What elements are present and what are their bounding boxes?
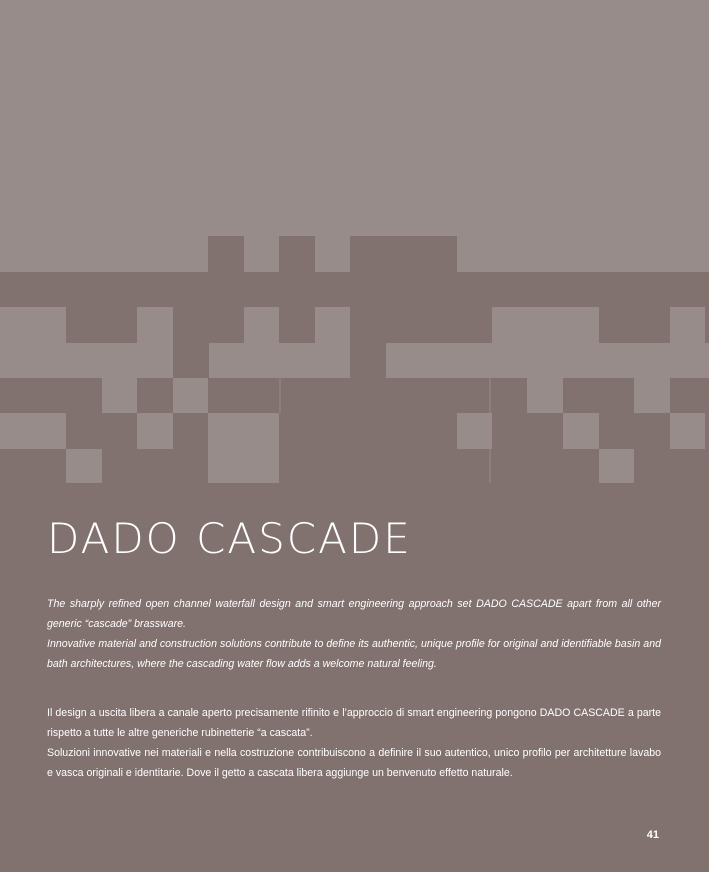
pattern-light-blocks [0,378,705,483]
english-paragraph-1: The sharply refined open channel waterfall design and smart engineering approach set DADO CASCADE apart from all other generic “cascade” brassware. [47,598,661,630]
italian-paragraph-2: Soluzioni innovative nei materiali e nella costruzione contribuiscono a definire il suo autentico, unico profilo per architetture lavabo e vasca originali e identitarie. Dove il getto a cascata libera aggiunge un benvenuto effetto naturale. [47,747,661,779]
page-title: DADO CASCADE [47,514,412,563]
page-number: 41 [646,829,659,841]
italian-paragraph-1: Il design a uscita libera a canale aperto precisamente rifinito e l’approccio di smart engineering pongono DADO CASCADE a parte rispetto a tutte le altre generiche rubinetterie “a cascata”. [47,707,661,739]
english-description [47,594,661,674]
italian-description [47,703,661,783]
pattern-top-field [0,0,709,272]
english-paragraph-2: Innovative material and construction solutions contribute to define its authentic, unique profile for original and identifiable basin and bath architectures, where the cascading water flow adds a welcome natural feeling. [47,638,661,670]
